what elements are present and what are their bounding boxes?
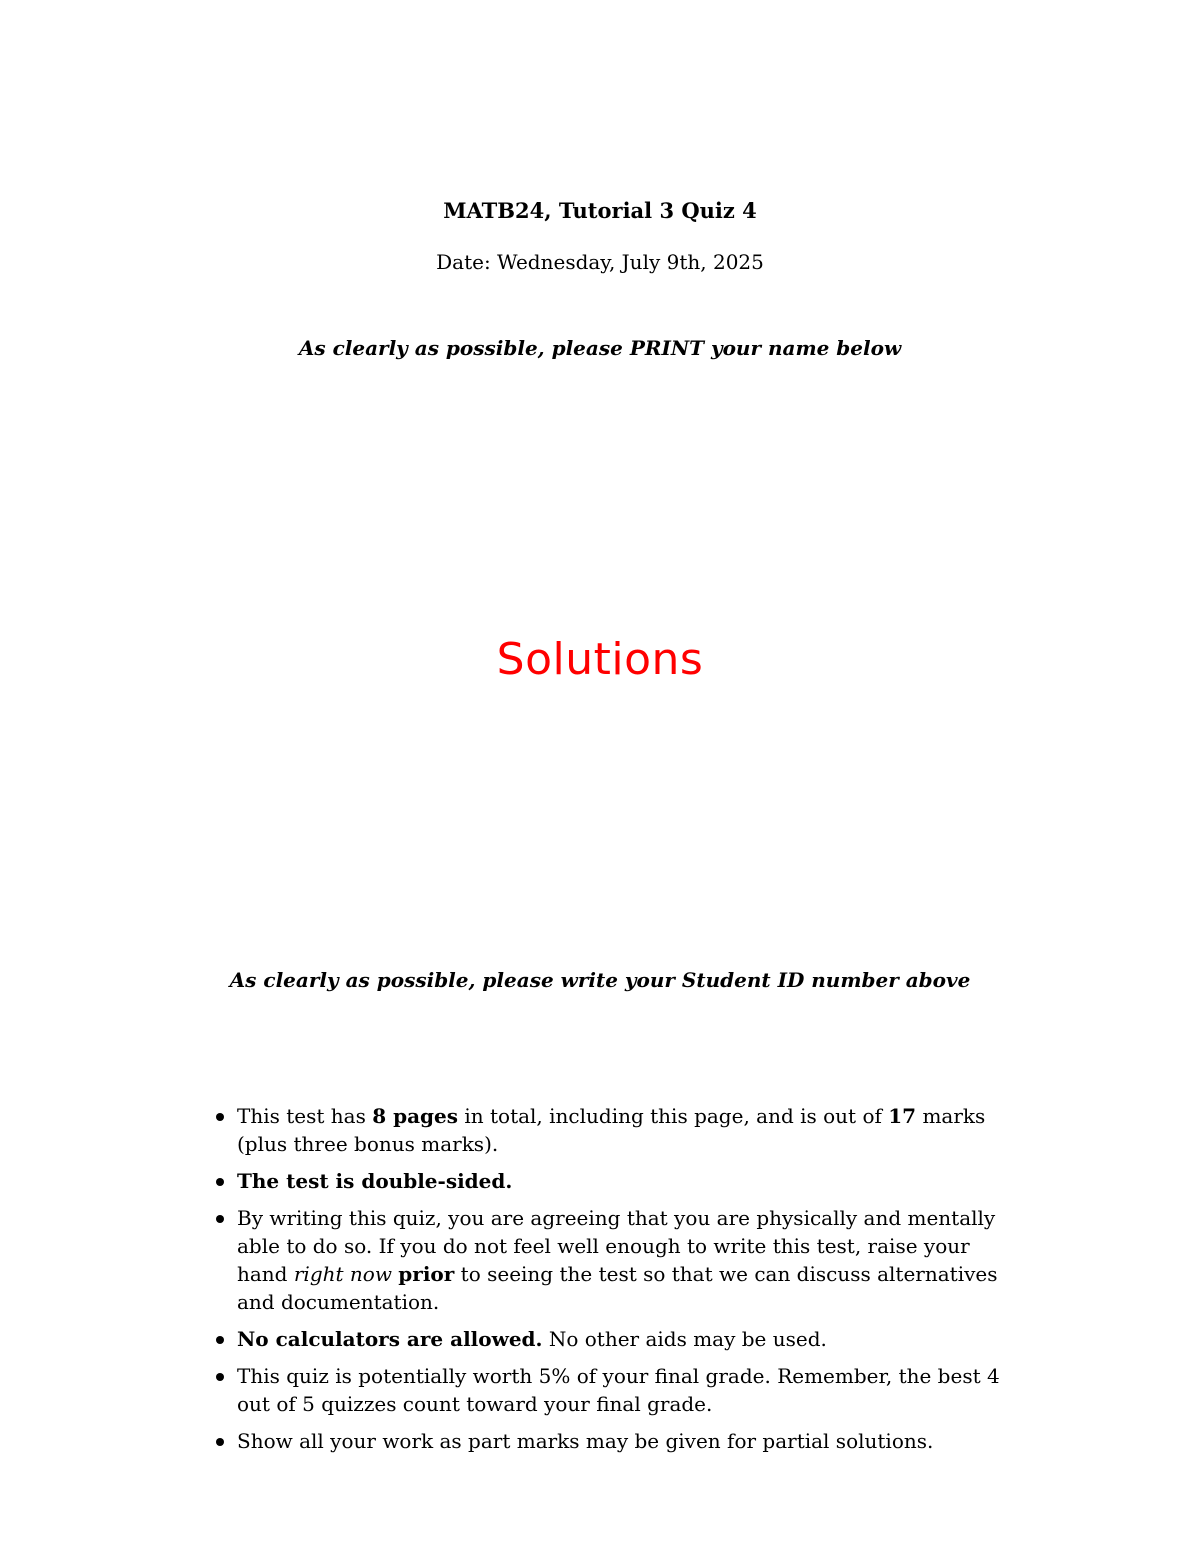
quiz-date: Date: Wednesday, July 9th, 2025 (436, 250, 764, 274)
bullet-icon (216, 1336, 224, 1344)
instruction-bold-text: prior (398, 1262, 455, 1286)
instruction-item-calculators (214, 1325, 1024, 1353)
bullet-icon (216, 1178, 224, 1186)
instruction-item-double-sided (214, 1167, 1024, 1195)
bullet-icon (216, 1113, 224, 1121)
instruction-bold-text: The test is double-sided. (237, 1169, 513, 1193)
instruction-bold-text: No calculators are allowed. (237, 1327, 543, 1351)
bullet-icon (216, 1438, 224, 1446)
instruction-text: marks (plus three bonus marks). (237, 1104, 986, 1156)
name-instruction: As clearly as possible, please PRINT your name below (298, 336, 902, 360)
quiz-title: MATB24, Tutorial 3 Quiz 4 (443, 198, 757, 223)
instructions-list (214, 1102, 1024, 1464)
solutions-stamp: Solutions (496, 634, 704, 685)
bullet-icon (216, 1373, 224, 1381)
student-id-instruction: As clearly as possible, please write your Student ID number above (229, 968, 971, 992)
instruction-italic-text: right now (293, 1262, 392, 1286)
bullet-icon (216, 1215, 224, 1223)
instruction-item-show-work (214, 1427, 1024, 1455)
instruction-item-grade-weight (214, 1362, 1024, 1418)
instruction-bold-text: 8 pages (372, 1104, 458, 1128)
instruction-text: This test has (237, 1104, 373, 1128)
instruction-text: By writing this quiz, you are agreeing that you are physically and mentally able to do so. If you do not feel well enough to write this test, raise your hand (237, 1206, 996, 1286)
instruction-text: to seeing the test so that we can discuss alternatives and documentation. (237, 1262, 998, 1314)
instruction-text: No other aids may be used. (542, 1327, 827, 1351)
instruction-bold-text: 17 (888, 1104, 917, 1128)
instruction-text: in total, including this page, and is out of (458, 1104, 889, 1128)
instruction-item-health (214, 1204, 1024, 1316)
instruction-text: Show all your work as part marks may be given for partial solutions. (237, 1429, 934, 1453)
instruction-item-pages (214, 1102, 1024, 1158)
instruction-text: This quiz is potentially worth 5% of your final grade. Remember, the best 4 out of 5 quizzes count toward your final grade. (237, 1364, 1000, 1416)
